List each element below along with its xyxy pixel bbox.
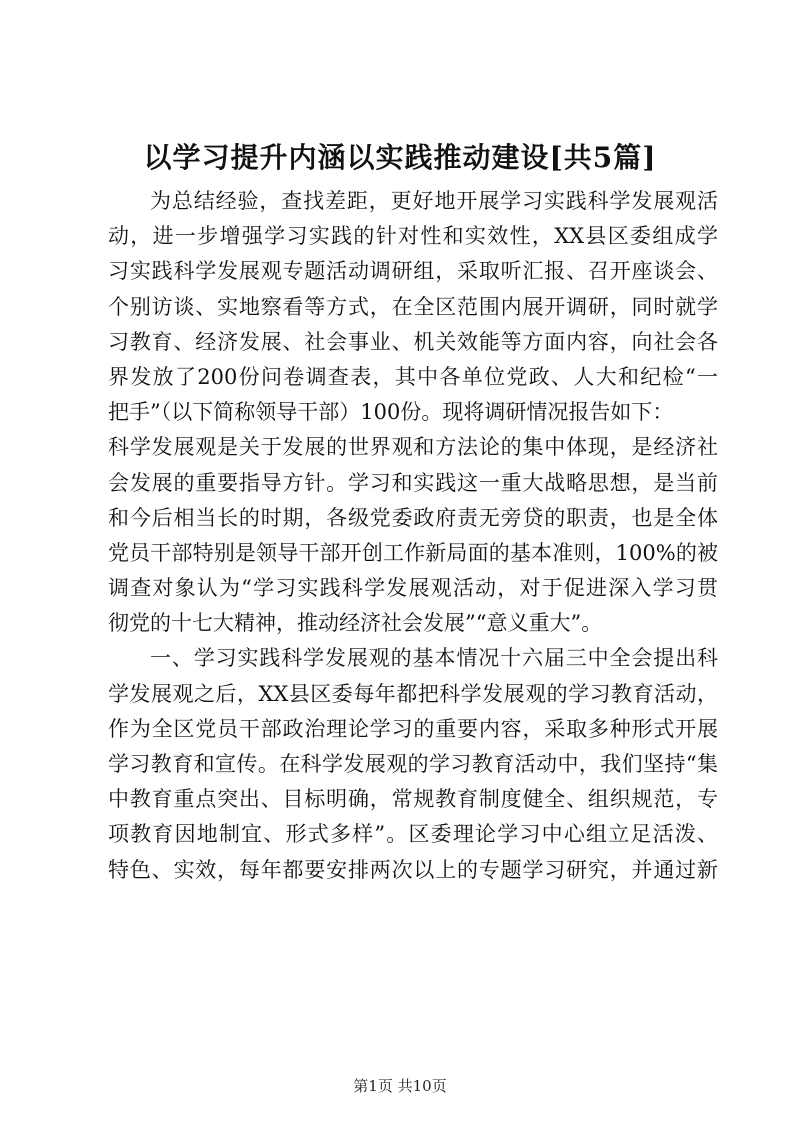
- body-line: 调查对象认为“学习实践科学发展观活动，对于促进深入学习贯: [108, 576, 718, 601]
- body-line: 特色、实效，每年都要安排两次以上的专题学习研究，并通过新: [108, 857, 718, 882]
- body-line: 项教育因地制宜、形式多样”。区委理论学习中心组立足活泼、: [108, 822, 718, 847]
- body-line: 把手”（以下简称领导干部）100份。现将调研情况报告如下：: [108, 400, 674, 425]
- body-line: 动，进一步增强学习实践的针对性和实效性，XX县区委组成学: [108, 224, 718, 249]
- document-title: 以学习提升内涵以实践推动建设[共5篇]: [143, 141, 657, 174]
- body-line: 科学发展观是关于发展的世界观和方法论的集中体现，是经济社: [108, 435, 718, 460]
- body-line: 会发展的重要指导方针。学习和实践这一重大战略思想，是当前: [108, 470, 718, 495]
- document-body: [108, 184, 718, 888]
- body-line: 和今后相当长的时期，各级党委政府责无旁贷的职责，也是全体: [108, 505, 718, 530]
- body-line: 中教育重点突出、目标明确，常规教育制度健全、组织规范，专: [108, 787, 718, 812]
- body-line: 习教育、经济发展、社会事业、机关效能等方面内容，向社会各: [108, 329, 718, 354]
- body-line: 个别访谈、实地察看等方式，在全区范围内展开调研，同时就学: [108, 294, 718, 319]
- body-line: 习实践科学发展观专题活动调研组，采取听汇报、召开座谈会、: [108, 259, 718, 284]
- body-line: 彻党的十七大精神，推动经济社会发展”“意义重大”。: [108, 611, 603, 636]
- body-line: 党员干部特别是领导干部开创工作新局面的基本准则，100%的被: [108, 540, 718, 565]
- body-line: 界发放了200份问卷调查表，其中各单位党政、人大和纪检“一: [108, 364, 718, 389]
- body-line: 一、学习实践科学发展观的基本情况十六届三中全会提出科: [150, 646, 718, 671]
- body-line: 学习教育和宣传。在科学发展观的学习教育活动中，我们坚持“集: [108, 752, 718, 776]
- body-line: 作为全区党员干部政治理论学习的重要内容，采取多种形式开展: [108, 716, 718, 741]
- page-number-footer: 第1页 共10页: [353, 1077, 447, 1095]
- body-line: 学发展观之后，XX县区委每年都把科学发展观的学习教育活动，: [108, 681, 718, 706]
- body-line: 为总结经验，查找差距，更好地开展学习实践科学发展观活: [150, 189, 718, 213]
